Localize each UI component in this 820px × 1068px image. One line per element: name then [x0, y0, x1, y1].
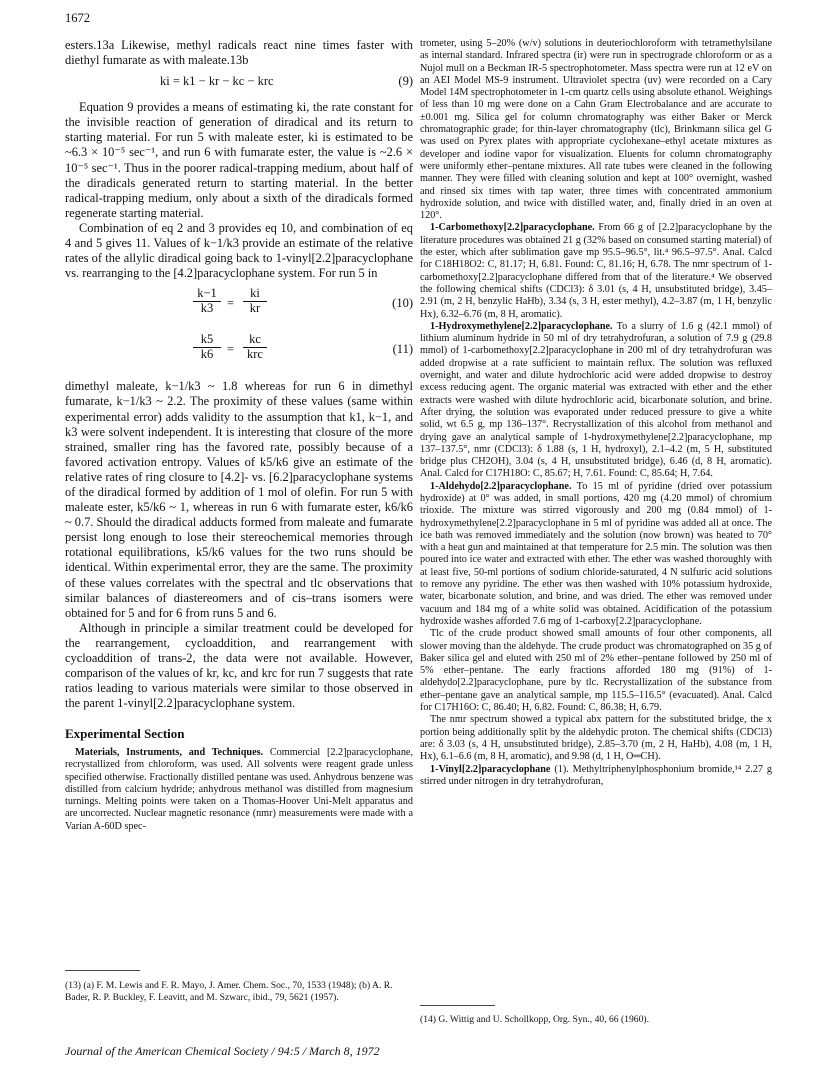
paragraph-text: (1). Methyltriphenylphosphonium bromide,¹⁴ 2.27 g stirred under nitrogen in dry tetrahydrofuran, [420, 763, 772, 787]
paragraph: The nmr spectrum showed a typical abx pattern for the substituted bridge, the x portion being additionally split by the aldehydic proton. The chemical shifts (CDCl3) are: δ 3.03 (s, 4 H, unsubstituted bridge), 2.85–3.70 (m, 2 H, HaHb), 4.08 (m, 1 H, Hx), 6.1–6.6 (m, 8 H, aromatic), and 9.98 (d, 1 H, O═CH). [420, 714, 772, 763]
equation-expression: ki = k1 − kr − kc − krc [160, 74, 274, 89]
run-in-heading: 1-Aldehydo[2.2]paracyclophane. [430, 480, 572, 492]
equation-9 [65, 72, 413, 94]
paragraph: Combination of eq 2 and 3 provides eq 10, and combination of eq 4 and 5 gives 11. Values of k−1/k3 provide an estimate of the relative rates of the allylic diradical going back to 1-vinyl[2.2]paracyclophane vs. rearranging to the [4.2]paracyclophane system. For run 5 in [65, 220, 413, 281]
denominator: kr [243, 301, 267, 316]
fraction [243, 333, 267, 361]
paragraph-text: From 66 g of [2.2]paracyclophane by the literature procedures was obtained 21 g (32% based on consumed starting material) of the ester, which after sublimation gave mp 95.5–96.5°, lit.⁴ 96.5–97.5°. Anal. Calcd for C18H18O2: C, 81.17; H, 6.81. Found: C, 81.16; H, 6.78. The nmr spectrum of 1-carbomethoxy[2.2]paracyclophane differed from that of the literature.⁴ We observed the following chemical shifts (CDCl3): δ 3.01 (s, 4 H, unsubstituted bridge), 3.45–2.91 (m, 2 H, benzylic HaHb), 3.34 (s, 3 H, ester methyl), 4.2–3.87 (m, 1 H, benzylic Hx), 6.32–6.76 (m, 8 H, aromatic). [420, 222, 772, 320]
numerator: kc [249, 332, 261, 347]
page-number: 1672 [65, 11, 90, 25]
denominator: k6 [193, 347, 221, 362]
footnote: (14) G. Wittig and U. Schollkopp, Org. Syn., 40, 66 (1960). [420, 1014, 649, 1025]
right-column [420, 38, 772, 788]
numerator: k−1 [197, 286, 217, 301]
journal-footer: Journal of the American Chemical Society / 94:5 / March 8, 1972 [65, 1044, 380, 1058]
numerator: ki [250, 286, 260, 301]
fraction [243, 287, 267, 315]
paragraph: Equation 9 provides a means of estimating ki, the rate constant for the invisible reaction of generation of diradical and its return to starting material. For run 5 with maleate ester, ki is estimated to be ~6.3 × 10⁻⁵ sec⁻¹, and run 6 with fumarate ester, the value is ~2.6 × 10⁻⁵ sec⁻¹. Thus in the poorer radical-trapping medium, about half of the diradicals generated return to starting material. In the better radical-trapping medium, only about a sixth of the diradicals formed regenerate starting material. [65, 100, 413, 220]
equation-11: $\frac{k5}{k6}$ = kc krc (11) [65, 333, 413, 373]
experimental-intro [65, 747, 413, 833]
run-in-heading: 1-Vinyl[2.2]paracyclophane [430, 763, 551, 775]
denominator: k3 [193, 301, 221, 316]
footnote-rule [420, 1005, 495, 1006]
paragraph-text: To 15 ml of pyridine (dried over potassium hydroxide) at 0° was added, in small portions, 420 mg (4.20 mmol) of chromium trioxide. The mixture was stirred vigorously and 200 mg (0.84 mmol) of 1-hydroxymethylene[2.2]paracyclophane in 5 ml of pyridine was added all at once. The ice bath was removed immediately and the solution (now brown) was heated to 70° with a heat gun and maintained at that temperature for 2.5 min. The solution was then poured into ice water and extracted with ether. The ether was washed thoroughly with at least five, 50-ml portions of sodium chloride-saturated, 4 N sulfuric acid solutions to remove any pyridine. The ether was then washed with 10% potassium hydroxide, water, bicarbonate solution, and brine, and was dried. The ether was removed under vacuum and 184 mg of a white solid was obtained. Acidification of the potassium hydroxide washes afforded 7.6 mg of 1-carboxy[2.2]paracyclophane. [420, 480, 772, 627]
footnote: (13) (a) F. M. Lewis and F. R. Mayo, J. Amer. Chem. Soc., 70, 1533 (1948); (b) A. R. Bader, R. P. Buckley, F. Leavitt, and M. Szwarc, ibid., 79, 5621 (1957). [65, 980, 393, 1003]
paragraph-text: To a slurry of 1.6 g (42.1 mmol) of lithium aluminum hydride in 50 ml of dry tetrahydrofuran, a solution of 7.9 g (29.8 mmol) of 1-carbomethoxy[2.2]paracyclophane in 200 ml of dry tetrahydrofuran was added dropwise at a rate sufficient to maintain reflux. The solution was refluxed overnight, and water and dilute hydrochloric acid were added dropwise to destroy excess reducing agent. The organic material was extracted with ether and the ether extracts were washed with dilute hydrochloric acid, bicarbonate solution, and brine. After drying, the solution was evaporated under reduced pressure to give a white solid, wt 6.5 g, mp 136–137°. Recrystallization of this alcohol from methanol and drying gave an analytical sample of 1-hydroxymethylene[2.2]paracyclophane, mp 137–137.5°, nmr (CDCl3): δ 1.88 (s, 1 H, hydroxyl), 2.1–4.2 (m, 5 H, substituted bridge plus CH2OH), 3.04 (s, 4 H, unsubstituted bridge), 6.46 (d, 8 H, aromatic). Anal. Calcd for C17H18O: C, 85.67; H, 7.61. Found: C, 85.64; H, 7.64. [420, 320, 772, 480]
paragraph-text: Commercial [2.2]paracyclophane, recrystallized from chloroform, was used. All solvents were reagent grade unless specified otherwise. Fractionally distilled pentane was used. Anhydrous benzene was distilled from calcium hydride; anhydrous methanol was distilled from magnesium turnings. Melting points were taken on a Thomas-Hoover Uni-Melt apparatus and are uncorrected. Nuclear magnetic resonance (nmr) measurements were made with a Varian A-60D spec- [65, 746, 413, 832]
equation-number: (10) [392, 296, 413, 311]
equation-10: $\frac{k-1}{k3}$ = $\frac{ki}{kr}$ (10) [65, 287, 413, 327]
numerator: k5 [200, 332, 214, 347]
fraction [193, 333, 221, 361]
equation-number: (9) [398, 74, 413, 89]
paragraph: Tlc of the crude product showed small amounts of four other components, all slower moving than the aldehyde. The crude product was chromatographed on 35 g of Baker silica gel and eluted with 250 ml of 2% ether–pentane followed by 250 ml of 5% ether–pentane. The early fractions afforded 180 mg (91%) of 1-aldehydo[2.2]paracyclophane, pure by tlc. Recrystallization of the substance from ether–pentane gave an analytical sample, mp 115.5–116.5° (evacuated). Anal. Calcd for C17H16O: C, 86.40; H, 6.82. Found: C, 86.38; H, 6.79. [420, 628, 772, 714]
footnote-rule [65, 970, 140, 971]
paragraph: trometer, using 5–20% (w/v) solutions in deuteriochloroform with tetramethylsilane as internal standard. Infrared spectra (ir) were run in spectrograde chloroform or as a Nujol mull on a Beckman IR-5 spectrophotometer. Mass spectra were run at 12 eV on an AEI Model MS-9 instrument. Ultraviolet spectra (uv) were recorded on a Cary Model 14M spectrophotometer in 1-cm quartz cells using absolute ethanol. Weighings of less than 10 mg were done on a Cahn Gram Electrobalance and are accurate to ±0.001 mg. Silica gel for column chromatography was either Baker or Merck chromatographic grade; for thin-layer chromatography (tlc), Brinkmann silica gel G was used on Pyrex plates with appropriate cyclohexane–ethyl acetate mixtures as developer and iodine vapor for visualization. Eluents for column chromatography were uniformly ether–pentane mixtures. All rate tubes were cleaned in the following manner. They were filled with cleaning solution and kept at 100° overnight, washed and rinsed six times with tap water, three times with concentrated ammonium hydroxide solution, and twice with distilled water, and, finally dried in an oven at 120°. [420, 38, 772, 222]
run-in-heading: 1-Hydroxymethylene[2.2]paracyclophane. [430, 320, 613, 332]
denominator: krc [243, 347, 267, 362]
run-in-heading: 1-Carbomethoxy[2.2]paracyclophane. [430, 222, 595, 234]
fraction [193, 287, 221, 315]
left-column [65, 38, 413, 833]
paragraph: esters.13a Likewise, methyl radicals react nine times faster with diethyl fumarate as with maleate.13b [65, 38, 413, 68]
section-heading: Experimental Section [65, 726, 185, 742]
run-in-heading: Materials, Instruments, and Techniques. [75, 746, 264, 758]
paragraph: Although in principle a similar treatment could be developed for the rearrangement, cycloaddition, and rearrangement with cycloaddition of trans-2, the data were not available. However, comparison of the values of kr, kc, and krc for run 7 suggests that rate ratios leading to various materials were similar to those observed in the parent 1-vinyl[2.2]paracyclophane system. [65, 620, 413, 711]
equation-number: (11) [392, 342, 413, 357]
paragraph: dimethyl maleate, k−1/k3 ~ 1.8 whereas for run 6 in dimethyl fumarate, k−1/k3 ~ 2.2. The proximity of these values (same within experimental error) adds validity to the assumption that k1, k−1, and k3 were solvent independent. It is interesting that closure of the more strained, smaller ring has the favored rate, possibly because of a favored activation entropy. Values of k5/k6 give an estimate of the relative rates of ring closure to [4.2]- vs. [6.2]paracyclophane systems of the diradical formed by addition of 1 mol of olefin. For run 5 with maleate ester, k5/k6 ~ 1, whereas in run 6 with fumarate ester, k6/k6 ~ 0.7. Should the diradical adducts formed from maleate and fumarate persist long enough to lose their stereochemical memories through rotational equilibrations, k5/k6 values for the two runs should be identical. Within experimental error, they are the same. The proximity of these values correlates with the spectral and tlc observations that similar balances of diastereomers and of cis–trans isomers were obtained for 5 and for 6 from runs 5 and 6. [65, 379, 414, 620]
